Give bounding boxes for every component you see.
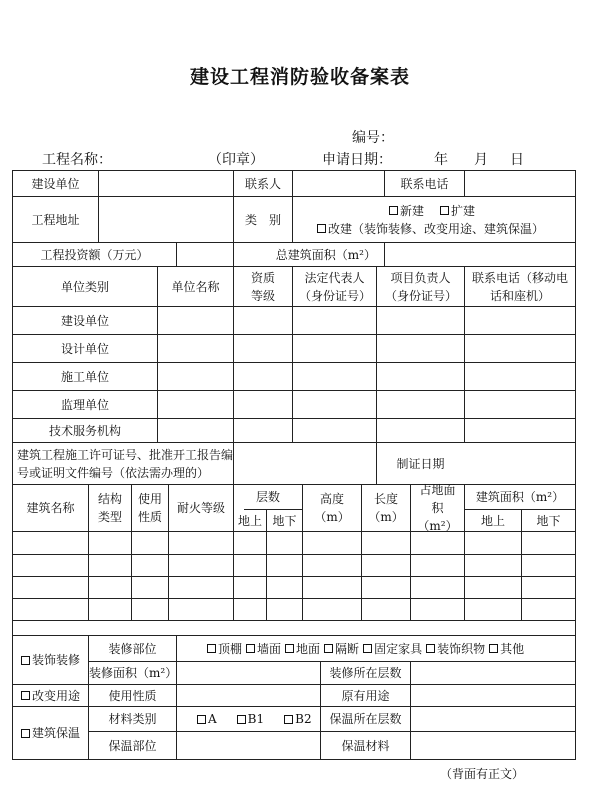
- checkbox-box-icon: [21, 691, 30, 700]
- day-label: 日: [510, 152, 524, 168]
- checkbox-box-icon: [324, 644, 333, 653]
- unit-row-label: 技术服务机构: [48, 423, 121, 438]
- usage-header: 使用性质: [138, 492, 163, 524]
- deco-floor-label: 装修所在层数: [329, 666, 402, 680]
- unit-type-header: 单位类别: [60, 279, 109, 294]
- checkbox-box-icon: [237, 715, 246, 724]
- seal-label: （印章）: [208, 152, 264, 168]
- use-nature-field[interactable]: [177, 685, 320, 706]
- year-label: 年: [434, 152, 448, 168]
- partition-label: 隔断: [335, 641, 360, 656]
- material-type-label: 材料类别: [108, 712, 157, 726]
- checkbox-box-icon: [21, 656, 30, 665]
- change-use-label: 改变用途: [31, 688, 80, 703]
- grade-a-checkbox[interactable]: [197, 710, 217, 728]
- checkbox-box-icon: [246, 644, 255, 653]
- furniture-checkbox[interactable]: [363, 640, 422, 658]
- permit-label: 建筑工程施工许可证号、批准开工报告编号或证明文件编号（依法需办理的）: [17, 447, 234, 480]
- contact-phone-header: 联系电话（移动电话和座机）: [471, 270, 568, 303]
- investment-label: 工程投资额（万元）: [40, 247, 149, 262]
- bldg-area-header: 建筑面积（m²）: [475, 490, 565, 504]
- deco-part-options: [177, 636, 575, 661]
- checkbox-box-icon: [426, 644, 435, 653]
- unit-row-label: 监理单位: [60, 397, 109, 412]
- floors-above-header: 地上: [237, 513, 262, 528]
- deco-area-field[interactable]: [177, 662, 320, 684]
- insul-part-field[interactable]: [177, 732, 320, 759]
- fabric-checkbox[interactable]: [426, 640, 485, 658]
- insul-floor-field[interactable]: [411, 707, 575, 731]
- other-checkbox[interactable]: [489, 640, 524, 658]
- project-leader-header: 项目负责人（身份证号）: [385, 270, 458, 303]
- checkbox-box-icon: [284, 715, 293, 724]
- insul-material-label: 保温材料: [341, 738, 390, 753]
- deco-part-label: 装修部位: [108, 641, 157, 656]
- checkbox-box-icon: [363, 644, 372, 653]
- address-label: 工程地址: [31, 212, 80, 227]
- total-area-label: 总建筑面积（m²）: [275, 247, 376, 262]
- contact-label: 联系人: [244, 176, 281, 191]
- decoration-group: [13, 636, 88, 684]
- address-field[interactable]: [99, 197, 233, 242]
- grade-a-label: A: [208, 712, 217, 726]
- phone-field[interactable]: [465, 171, 575, 196]
- material-type-options: [177, 707, 320, 731]
- unit-row-label: 建设单位: [60, 313, 109, 328]
- floor-checkbox[interactable]: [285, 640, 320, 658]
- issue-date-label: 制证日期: [396, 456, 445, 471]
- insulation-checkbox[interactable]: [21, 724, 80, 742]
- checkbox-box-icon: [285, 644, 294, 653]
- floor-label: 地面: [296, 641, 321, 656]
- total-area-field[interactable]: [385, 243, 575, 266]
- floors-header: 层数: [255, 490, 280, 504]
- deco-floor-field[interactable]: [411, 662, 575, 684]
- apply-date-label: 申请日期：: [322, 152, 392, 168]
- grade-b1-checkbox[interactable]: [237, 710, 264, 728]
- checkbox-box-icon: [317, 224, 326, 233]
- qualification-header: 资质等级: [250, 270, 275, 303]
- decoration-checkbox[interactable]: [21, 651, 80, 669]
- checkbox-box-icon: [489, 644, 498, 653]
- new-build-checkbox[interactable]: [389, 202, 424, 220]
- unit-row-label: 施工单位: [60, 369, 109, 384]
- permit-field[interactable]: [234, 443, 376, 484]
- insul-part-label: 保温部位: [108, 738, 157, 753]
- rebuild-checkbox[interactable]: [317, 220, 544, 238]
- bldg-name-header: 建筑名称: [26, 501, 75, 515]
- land-area-header: 占地面积（m²）: [417, 483, 458, 533]
- investment-field[interactable]: [177, 243, 233, 266]
- footer-note: （背面有正文）: [440, 767, 525, 781]
- ceiling-label: 顶棚: [218, 641, 243, 656]
- use-nature-label: 使用性质: [108, 688, 157, 703]
- original-use-label: 原有用途: [341, 688, 390, 703]
- grade-b2-checkbox[interactable]: [284, 710, 311, 728]
- insul-floor-label: 保温所在层数: [329, 712, 402, 726]
- decoration-label: 装饰装修: [31, 653, 80, 667]
- wall-label: 墙面: [257, 641, 282, 656]
- floors-below-header: 地下: [272, 513, 297, 528]
- project-name-label: 工程名称：: [42, 152, 112, 168]
- insulation-group: [13, 707, 88, 759]
- category-label: 类 别: [244, 212, 281, 227]
- wall-checkbox[interactable]: [246, 640, 281, 658]
- category-options: [293, 197, 575, 242]
- area-above-header: 地上: [480, 513, 505, 528]
- form-title: 建设工程消防验收备案表: [189, 66, 410, 88]
- other-label: 其他: [500, 641, 525, 656]
- month-label: 月: [474, 152, 488, 168]
- builder-label: 建设单位: [31, 176, 80, 191]
- builder-field[interactable]: [99, 171, 233, 196]
- partition-checkbox[interactable]: [324, 640, 359, 658]
- expand-checkbox[interactable]: [440, 202, 475, 220]
- grade-b2-label: B2: [295, 712, 312, 726]
- fabric-label: 装饰织物: [437, 641, 486, 656]
- checkbox-box-icon: [21, 729, 30, 738]
- contact-field[interactable]: [293, 171, 384, 196]
- insulation-label: 建筑保温: [31, 726, 80, 740]
- legal-rep-header: 法定代表人（身份证号）: [299, 270, 372, 303]
- checkbox-box-icon: [440, 206, 449, 215]
- ceiling-checkbox[interactable]: [207, 640, 242, 658]
- number-label: 编号：: [352, 130, 394, 146]
- deco-area-label: 装修面积（m²）: [89, 666, 178, 680]
- phone-label: 联系电话: [400, 176, 449, 191]
- checkbox-box-icon: [207, 644, 216, 653]
- issue-date-field[interactable]: [465, 443, 575, 484]
- expand-label: 扩建: [451, 203, 476, 218]
- height-header: 高度（m）: [314, 492, 350, 524]
- unit-name-header: 单位名称: [171, 279, 220, 294]
- structure-header: 结构类型: [97, 492, 122, 524]
- change-use-checkbox[interactable]: [21, 687, 80, 705]
- length-header: 长度（m）: [368, 492, 404, 524]
- furniture-label: 固定家具: [374, 641, 423, 656]
- rebuild-label: 改建（装饰装修、改变用途、建筑保温）: [328, 221, 545, 236]
- new-build-label: 新建: [400, 203, 425, 218]
- area-below-header: 地下: [536, 513, 561, 528]
- checkbox-box-icon: [389, 206, 398, 215]
- change-use-group: [13, 685, 88, 706]
- original-use-field[interactable]: [411, 685, 575, 706]
- checkbox-box-icon: [197, 715, 206, 724]
- insul-material-field[interactable]: [411, 732, 575, 759]
- grade-b1-label: B1: [247, 712, 265, 726]
- fire-rating-header: 耐火等级: [176, 501, 225, 515]
- unit-row-label: 设计单位: [60, 341, 109, 356]
